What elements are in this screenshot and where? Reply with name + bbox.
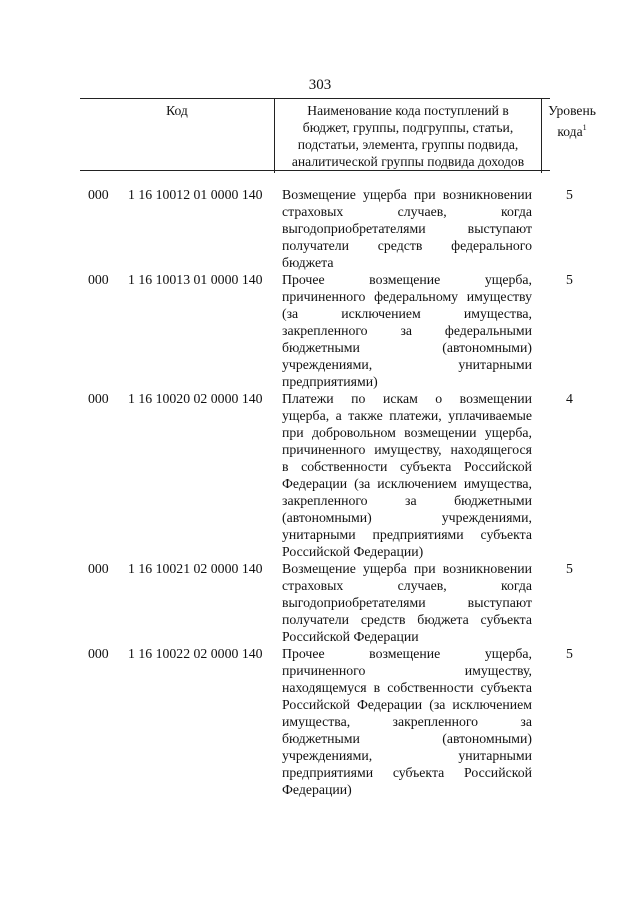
- page-number: 303: [308, 77, 332, 93]
- row-name: [282, 186, 532, 271]
- table-row: [0, 560, 640, 645]
- row-code: 1 16 10021 02 0000 140: [128, 561, 263, 576]
- row-name-line: при добровольном возмещении ущерба,: [282, 425, 532, 440]
- row-name-line: Возмещение ущерба при возникновении: [282, 187, 532, 202]
- row-code: 1 16 10022 02 0000 140: [128, 646, 263, 661]
- header-name-line: бюджет, группы, подгруппы, статьи,: [302, 120, 514, 135]
- table-row: [0, 186, 640, 271]
- row-name-line: выгодоприобретателями выступают: [282, 595, 532, 610]
- row-name-line: страховых случаев, когда: [282, 578, 532, 593]
- row-name-line: предприятиями): [282, 374, 378, 389]
- table-row: [0, 390, 640, 560]
- row-name-line: Российской Федерации): [282, 544, 424, 559]
- row-name-line: выгодоприобретателями выступают: [282, 221, 532, 236]
- row-level: 5: [566, 187, 573, 202]
- row-name-line: Платежи по искам о возмещении: [282, 391, 532, 406]
- header-name-line: подстатьи, элемента, группы подвида,: [297, 137, 519, 152]
- header-level-line: Уровень: [548, 103, 596, 118]
- row-name-line: причиненного имуществу, находящегося: [282, 442, 532, 457]
- row-name-line: получатели средств бюджета субъекта: [282, 612, 532, 627]
- row-name-line: (автономными) учреждениями,: [282, 510, 532, 525]
- row-code: 1 16 10020 02 0000 140: [128, 391, 263, 406]
- row-name-line: находящемуся в собственности субъекта: [282, 680, 532, 695]
- row-name-line: страховых случаев, когда: [282, 204, 532, 219]
- row-name-line: причиненного федеральному имуществу: [282, 289, 532, 304]
- table-header: [80, 98, 596, 171]
- row-name: [282, 271, 532, 390]
- row-level: 5: [566, 646, 573, 661]
- row-name-line: учреждениями, унитарными: [282, 357, 532, 372]
- row-name-line: Российской Федерации (за исключением: [282, 697, 532, 712]
- header-code: Код: [80, 99, 275, 173]
- row-name-line: (за исключением имущества,: [282, 306, 532, 321]
- header-name-line: аналитической группы подвида доходов: [291, 154, 525, 169]
- row-name-line: бюджета: [282, 255, 334, 270]
- row-name-line: Возмещение ущерба при возникновении: [282, 561, 532, 576]
- row-name-line: Федерации (за исключением имущества,: [282, 476, 532, 491]
- row-name-line: бюджетными (автономными): [282, 731, 532, 746]
- row-name: [282, 645, 532, 798]
- row-name-line: бюджетными (автономными): [282, 340, 532, 355]
- row-code: 1 16 10012 01 0000 140: [128, 187, 263, 202]
- row-name-line: ущерба, а также платежи, уплачиваемые: [282, 408, 532, 423]
- table-row: [0, 271, 640, 390]
- row-prefix: 000: [88, 272, 109, 287]
- table-row: [0, 645, 640, 798]
- row-name-line: получатели средств федерального: [282, 238, 532, 253]
- row-code: 1 16 10013 01 0000 140: [128, 272, 263, 287]
- row-name-line: в собственности субъекта Российской: [282, 459, 532, 474]
- row-prefix: 000: [88, 646, 109, 661]
- row-name-line: имущества, закрепленного за: [282, 714, 532, 729]
- row-prefix: 000: [88, 391, 109, 406]
- row-level: 5: [566, 272, 573, 287]
- row-name-line: причиненного имуществу,: [282, 663, 532, 678]
- header-name: [275, 99, 542, 173]
- row-name-line: Прочее возмещение ущерба,: [282, 646, 532, 661]
- row-level: 5: [566, 561, 573, 576]
- header-level: [542, 99, 602, 173]
- row-prefix: 000: [88, 561, 109, 576]
- header-level-line: [542, 119, 602, 140]
- footnote-marker: 1: [582, 123, 587, 132]
- row-name-line: унитарными предприятиями субъекта: [282, 527, 532, 542]
- row-name-line: учреждениями, унитарными: [282, 748, 532, 763]
- header-level-label: кода: [557, 124, 583, 139]
- row-name-line: Прочее возмещение ущерба,: [282, 272, 532, 287]
- row-name-line: Российской Федерации: [282, 629, 419, 644]
- header-name-line: Наименование кода поступлений в: [307, 103, 509, 118]
- row-prefix: 000: [88, 187, 109, 202]
- row-name-line: закрепленного за федеральными: [282, 323, 532, 338]
- row-name: [282, 390, 532, 560]
- row-level: 4: [566, 391, 573, 406]
- row-name-line: Федерации): [282, 782, 352, 797]
- table-body: [0, 186, 640, 798]
- row-name-line: предприятиями субъекта Российской: [282, 765, 532, 780]
- row-name: [282, 560, 532, 645]
- row-name-line: закрепленного за бюджетными: [282, 493, 532, 508]
